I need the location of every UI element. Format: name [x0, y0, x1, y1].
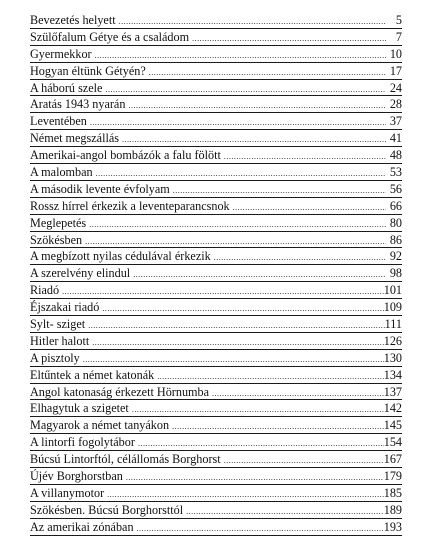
toc-dot-leader	[60, 284, 384, 300]
toc-entry-page: 145	[383, 418, 402, 433]
toc-entry-page: 48	[389, 148, 402, 163]
toc-entry-page: 189	[383, 502, 402, 517]
toc-entry-page: 37	[389, 114, 402, 129]
toc-entry	[30, 367, 402, 384]
toc-entry-title: Gyermekkor	[30, 46, 92, 61]
toc-entry-title: Aratás 1943 nyarán	[30, 97, 126, 112]
toc-entry-title: Riadó	[30, 283, 60, 298]
toc-entry-title: Sylt- sziget	[30, 317, 86, 332]
toc-entry	[30, 485, 402, 502]
toc-entry	[30, 502, 402, 519]
toc-entry	[30, 468, 402, 485]
toc-dot-leader	[86, 318, 384, 334]
toc-dot-leader	[126, 98, 386, 114]
toc-dot-leader	[94, 166, 386, 182]
toc-entry-title: A malomban	[30, 165, 93, 180]
toc-dot-leader	[83, 234, 386, 250]
toc-entry	[30, 434, 402, 451]
toc-entry-title: Újév Borghorstban	[30, 469, 123, 484]
toc-dot-leader	[170, 419, 384, 435]
toc-entry-title: Szülőfalum Gétye és a családom	[30, 29, 190, 44]
toc-entry-title: Rossz hírrel érkezik a leventeparancsnok	[30, 198, 230, 213]
toc-dot-leader	[210, 386, 384, 402]
toc-entry-page: 86	[389, 232, 402, 247]
toc-entry	[30, 164, 402, 181]
toc-entry	[30, 63, 402, 80]
toc-dot-leader	[171, 183, 386, 199]
toc-entry-page: 24	[389, 80, 402, 95]
toc-entry-page: 167	[383, 452, 402, 467]
toc-dot-leader	[120, 132, 386, 148]
toc-dot-leader	[93, 48, 386, 64]
toc-entry-title: A villanymotor	[30, 485, 105, 500]
toc-entry-page: 109	[383, 300, 402, 315]
toc-entry	[30, 113, 402, 130]
toc-dot-leader	[90, 335, 383, 351]
toc-entry-page: 17	[389, 63, 402, 78]
toc-entry	[30, 232, 402, 249]
toc-dot-leader	[87, 217, 386, 233]
toc-entry-title: A megbízott nyilas cédulával érkezik	[30, 249, 211, 264]
toc-entry-title: Elhagytuk a szigetet	[30, 401, 129, 416]
toc-entry	[30, 96, 402, 113]
table-of-contents	[30, 12, 402, 536]
toc-entry-title: Hitler halott	[30, 333, 90, 348]
toc-dot-leader	[130, 402, 384, 418]
toc-dot-leader	[212, 250, 386, 266]
toc-entry-page: 130	[383, 350, 402, 365]
toc-entry	[30, 29, 402, 46]
toc-entry-page: 5	[395, 13, 402, 27]
toc-entry-title: Szökésben. Búcsú Borghorsttól	[30, 502, 184, 517]
toc-dot-leader	[100, 301, 383, 317]
toc-entry-page: 56	[389, 181, 402, 196]
toc-dot-leader	[190, 31, 386, 47]
toc-entry	[30, 417, 402, 434]
toc-dot-leader	[135, 521, 384, 537]
toc-dot-leader	[105, 487, 384, 503]
toc-entry-page: 28	[389, 97, 402, 112]
toc-entry-page: 179	[383, 469, 402, 484]
toc-entry-title: A második levente évfolyam	[30, 181, 170, 196]
toc-entry	[30, 451, 402, 468]
toc-entry-page: 111	[384, 317, 402, 332]
toc-entry-page: 142	[383, 401, 402, 416]
toc-entry	[30, 130, 402, 147]
toc-dot-leader	[222, 453, 384, 469]
toc-entry-page: 98	[389, 266, 402, 281]
toc-entry-page: 53	[389, 165, 402, 180]
toc-entry	[30, 519, 402, 536]
toc-dot-leader	[184, 504, 384, 520]
toc-entry-page: 185	[383, 485, 402, 500]
toc-entry-page: 126	[383, 333, 402, 348]
toc-entry	[30, 46, 402, 63]
toc-entry	[30, 400, 402, 417]
toc-entry	[30, 248, 402, 265]
toc-entry	[30, 384, 402, 401]
toc-entry-title: Búcsú Lintorftól, célállomás Borghorst	[30, 452, 221, 467]
toc-dot-leader	[117, 14, 386, 30]
toc-entry-title: Leventében	[30, 114, 87, 129]
toc-entry-page: 101	[383, 283, 402, 298]
toc-entry-page: 10	[389, 46, 402, 61]
toc-entry-title: Meglepetés	[30, 215, 87, 230]
toc-entry	[30, 265, 402, 282]
toc-dot-leader	[88, 115, 386, 131]
toc-entry-page: 7	[395, 29, 402, 44]
toc-dot-leader	[222, 149, 386, 165]
toc-entry	[30, 350, 402, 367]
toc-dot-leader	[155, 369, 384, 385]
toc-dot-leader	[231, 200, 386, 216]
toc-entry-title: A pisztoly	[30, 350, 80, 365]
toc-entry-title: Magyarok a német tanyákon	[30, 418, 170, 433]
toc-entry	[30, 147, 402, 164]
toc-entry-page: 80	[389, 215, 402, 230]
toc-entry-title: Angol katonaság érkezett Hörnumba	[30, 384, 210, 399]
toc-entry	[30, 181, 402, 198]
toc-entry-page: 137	[383, 384, 402, 399]
toc-entry-page: 193	[383, 519, 402, 534]
toc-dot-leader	[81, 352, 384, 368]
toc-dot-leader	[136, 436, 384, 452]
toc-entry-title: Bevezetés helyett	[30, 13, 116, 27]
toc-entry-title: Amerikai-angol bombázók a falu fölött	[30, 148, 221, 163]
toc-entry-page: 41	[389, 131, 402, 146]
toc-entry	[30, 316, 402, 333]
toc-entry-page: 134	[383, 367, 402, 382]
toc-entry-title: Hogyan éltünk Gétyén?	[30, 63, 146, 78]
toc-entry	[30, 299, 402, 316]
toc-dot-leader	[124, 470, 384, 486]
toc-entry-page: 92	[389, 249, 402, 264]
toc-entry	[30, 282, 402, 299]
toc-dot-leader	[131, 267, 386, 283]
toc-entry-page: 154	[383, 435, 402, 450]
toc-entry	[30, 215, 402, 232]
toc-dot-leader	[147, 65, 386, 81]
toc-entry-page: 66	[389, 198, 402, 213]
toc-entry-title: Szökésben	[30, 232, 83, 247]
toc-entry	[30, 80, 402, 97]
toc-entry-title: Éjszakai riadó	[30, 300, 100, 315]
toc-entry	[30, 198, 402, 215]
toc-entry-title: Az amerikai zónában	[30, 519, 134, 534]
toc-entry	[30, 12, 402, 29]
toc-dot-leader	[103, 82, 386, 98]
toc-entry-title: A lintorfi fogolytábor	[30, 435, 135, 450]
toc-entry-title: Eltűntek a német katonák	[30, 367, 155, 382]
toc-entry-title: A háború szele	[30, 80, 103, 95]
toc-entry-title: Német megszállás	[30, 131, 120, 146]
toc-entry-title: A szerelvény elindul	[30, 266, 131, 281]
toc-entry	[30, 333, 402, 350]
